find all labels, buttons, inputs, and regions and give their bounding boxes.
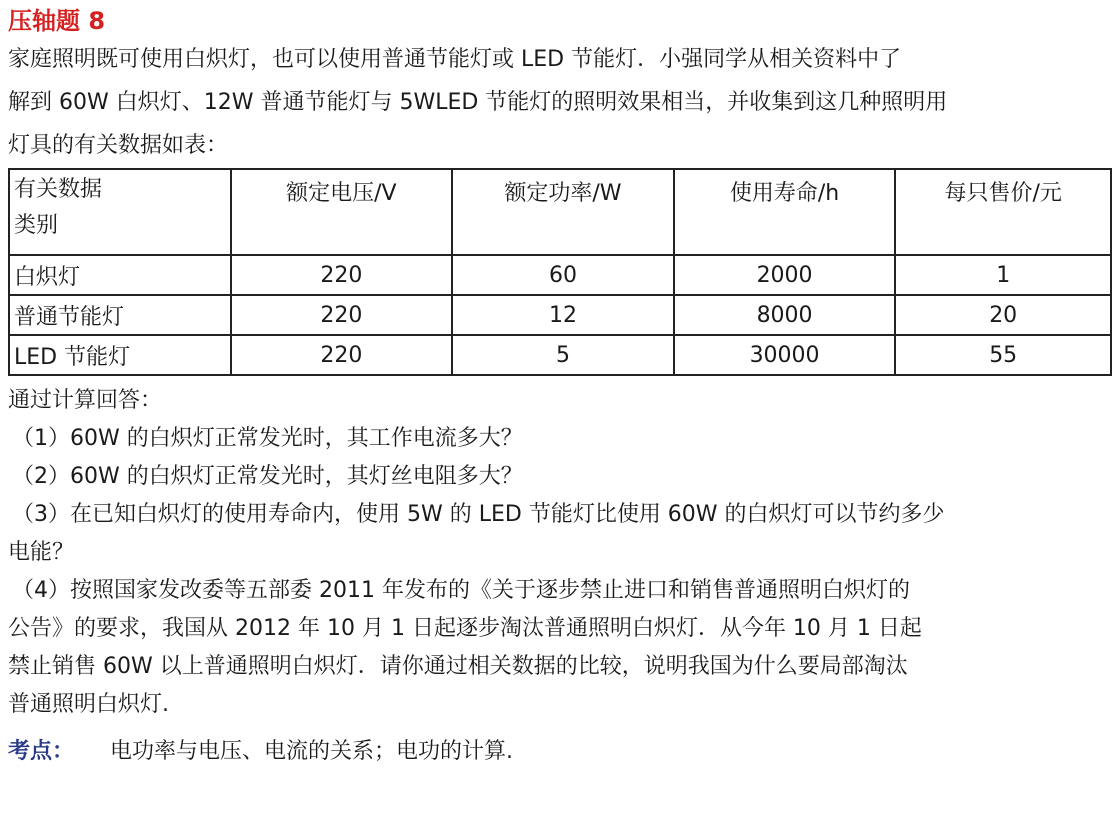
cell-price: 55 xyxy=(895,335,1111,375)
question-4-line3: 禁止销售 60W 以上普通照明白炽灯．请你通过相关数据的比较，说明我国为什么要局部淘汰 xyxy=(8,654,908,679)
table-row xyxy=(9,295,1111,335)
row-name: 白炽灯 xyxy=(9,255,231,295)
header-category-line2: 类别 xyxy=(14,213,59,238)
intro-line: 解到 60W 白炽灯、12W 普通节能灯与 5WLED 节能灯的照明效果相当，并收集到这几种照明用 xyxy=(8,90,948,115)
question-4-line1: （4）按照国家发改委等五部委 2011 年发布的《关于逐步禁止进口和销售普通照明白炽灯的 xyxy=(12,578,910,603)
question-4-line4: 普通照明白炽灯. xyxy=(8,692,169,717)
header-category-line1: 有关数据 xyxy=(14,177,103,202)
cell-power: 60 xyxy=(452,255,674,295)
question-3-line1: （3）在已知白炽灯的使用寿命内，使用 5W 的 LED 节能灯比使用 60W 的白炽灯可以节约多少 xyxy=(12,502,945,527)
kaodian-text: 电功率与电压、电流的关系；电功的计算. xyxy=(110,739,514,764)
intro-line: 家庭照明既可使用白炽灯，也可以使用普通节能灯或 LED 节能灯．小强同学从相关资料中了 xyxy=(8,47,902,72)
cell-price: 1 xyxy=(895,255,1111,295)
header-voltage: 额定电压/V xyxy=(231,169,453,255)
problem-intro xyxy=(8,38,1112,167)
question-3-line2: 电能？ xyxy=(8,540,75,565)
question-4-line2: 公告》的要求，我国从 2012 年 10 月 1 日起逐步淘汰普通照明白炽灯．从今年 10 月 1 日起 xyxy=(8,616,922,641)
lamp-data-table xyxy=(8,168,1112,376)
cell-power: 5 xyxy=(452,335,674,375)
question-1: （1）60W 的白炽灯正常发光时，其工作电流多大？ xyxy=(12,426,523,451)
cell-power: 12 xyxy=(452,295,674,335)
cell-voltage: 220 xyxy=(231,255,453,295)
problem-title: 压轴题 8 xyxy=(8,7,106,35)
kaodian-row xyxy=(8,732,1112,772)
header-lifetime: 使用寿命/h xyxy=(674,169,896,255)
cell-lifetime: 8000 xyxy=(674,295,896,335)
intro-line: 灯具的有关数据如表： xyxy=(8,133,229,158)
header-price: 每只售价/元 xyxy=(895,169,1111,255)
cell-voltage: 220 xyxy=(231,295,453,335)
questions-block xyxy=(8,382,1112,724)
table-row xyxy=(9,335,1111,375)
row-name: LED 节能灯 xyxy=(9,335,231,375)
cell-lifetime: 30000 xyxy=(674,335,896,375)
table-header-row xyxy=(9,169,1111,255)
table-row xyxy=(9,255,1111,295)
cell-voltage: 220 xyxy=(231,335,453,375)
questions-lead: 通过计算回答： xyxy=(8,388,163,413)
header-power: 额定功率/W xyxy=(452,169,674,255)
row-name: 普通节能灯 xyxy=(9,295,231,335)
header-category xyxy=(9,169,231,255)
question-2: （2）60W 的白炽灯正常发光时，其灯丝电阻多大？ xyxy=(12,464,523,489)
cell-price: 20 xyxy=(895,295,1111,335)
kaodian-label: 考点： xyxy=(8,739,75,764)
cell-lifetime: 2000 xyxy=(674,255,896,295)
